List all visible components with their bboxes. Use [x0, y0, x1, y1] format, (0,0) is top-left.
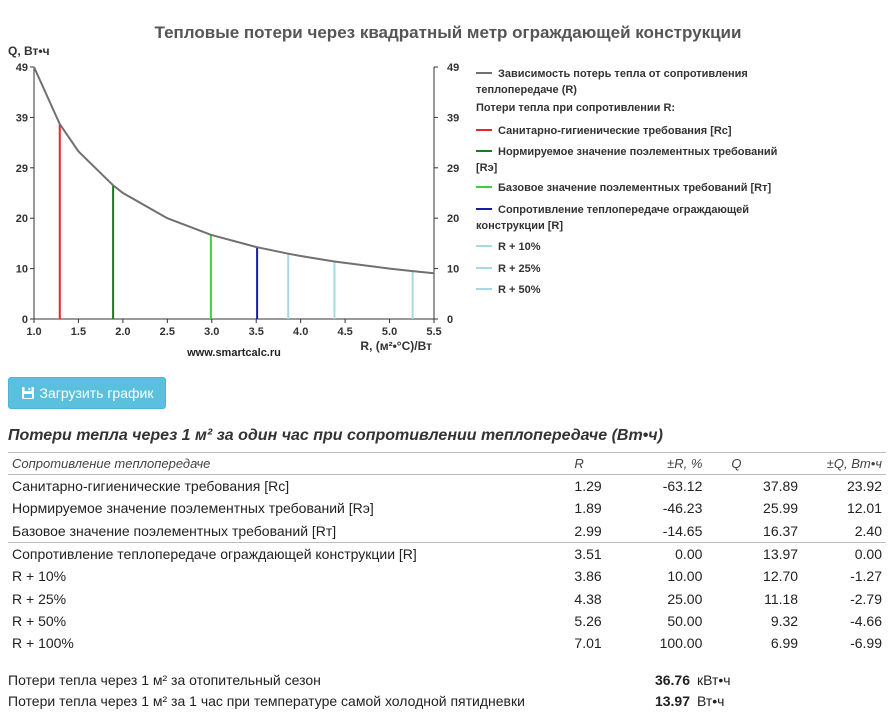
row-name: Санитарно-гигиенические требования [Rc]	[12, 478, 290, 495]
y-tick-label-right: 29	[447, 162, 460, 175]
table-row	[8, 587, 886, 609]
row-dr: -14.65	[662, 522, 703, 539]
row-dq: -4.66	[850, 612, 882, 629]
heat-loss-curve	[34, 67, 434, 273]
row-dq: 0.00	[802, 542, 886, 565]
y-tick-label-left: 39	[15, 112, 28, 125]
table-row	[8, 542, 886, 565]
row-name: R + 10%	[12, 568, 67, 585]
table-header-row	[8, 453, 886, 475]
chart-marker-lines	[60, 124, 413, 319]
chart-legend[interactable]	[476, 68, 777, 296]
download-chart-button[interactable]	[8, 377, 166, 409]
row-q: 25.99	[763, 500, 799, 517]
row-dr: 50.00	[667, 612, 703, 629]
summary-season-value: 36.76	[654, 672, 690, 688]
row-name: Базовое значение поэлементных требований [Rт]	[12, 522, 337, 539]
chart-title: Тепловые потери через квадратный метр ограждающей конструкции	[154, 23, 742, 42]
row-name: Нормируемое значение поэлементных требований [Rэ]	[12, 500, 374, 517]
legend-label-m2: Базовое значение поэлементных требований [Rт]	[498, 182, 772, 194]
legend-label-m3: Сопротивление теплопередаче ограждающей	[498, 204, 750, 216]
row-r: 4.38	[574, 590, 602, 607]
x-tick-label: 3.0	[204, 326, 220, 338]
table-row	[8, 520, 886, 543]
header-dq: ±Q, Вт•ч	[802, 453, 886, 475]
row-dq: -1.27	[850, 568, 882, 585]
header-dr: ±R, %	[617, 453, 706, 475]
table-caption: Потери тепла через 1 м² за один час при сопротивлении теплопередаче (Вт•ч)	[8, 427, 663, 444]
row-dr: 100.00	[659, 635, 703, 652]
y-tick-label-right: 49	[447, 62, 460, 74]
legend-label-m0: Санитарно-гигиенические требования [Rc]	[498, 125, 732, 137]
legend-subtitle: Потери тепла при сопротивлении R:	[476, 102, 676, 114]
summary-cold-unit: Вт•ч	[697, 693, 725, 709]
row-dr: 25.00	[667, 590, 703, 607]
row-dq: -6.99	[850, 635, 882, 652]
row-q: 12.70	[763, 568, 799, 585]
legend-label-m3: конструкции [R]	[476, 220, 564, 232]
y-tick-label-right: 10	[447, 263, 460, 276]
legend-label-m1: [Rэ]	[476, 162, 498, 174]
y-tick-label-left: 20	[15, 213, 28, 226]
x-tick-label: 1.0	[26, 326, 42, 338]
row-r: 3.86	[574, 568, 602, 585]
row-dr: 10.00	[667, 568, 703, 585]
header-r: R	[570, 453, 617, 475]
y-tick-label-right: 39	[447, 112, 460, 125]
header-q: Q	[706, 453, 802, 475]
row-dq: 12.01	[846, 500, 882, 517]
row-q: 11.18	[764, 590, 799, 607]
x-tick-label: 5.0	[381, 326, 398, 338]
row-q: 6.99	[770, 635, 799, 652]
chart-axes	[16, 62, 460, 338]
row-r: 3.51	[570, 542, 617, 565]
header-name: Сопротивление теплопередаче	[8, 453, 570, 475]
download-chart-label: Загрузить график	[39, 385, 154, 401]
row-r: 5.26	[574, 612, 602, 629]
table-row	[8, 632, 886, 654]
row-q: 16.37	[763, 522, 799, 539]
x-tick-label: 4.5	[337, 326, 353, 338]
legend-label-curve: Зависимость потерь тепла от сопротивления	[498, 68, 748, 80]
table-row	[8, 610, 886, 632]
row-dq: 23.92	[846, 478, 882, 495]
row-dr: -46.23	[662, 500, 703, 517]
y-tick-label-left: 49	[15, 62, 28, 74]
y-tick-label-left: 10	[15, 263, 28, 276]
results-table	[8, 452, 886, 654]
summary-cold-value: 13.97	[654, 693, 690, 709]
x-axis-title: R, (м²•°C)/Вт	[360, 339, 432, 353]
legend-label-m6: R + 50%	[498, 284, 541, 296]
row-name: R + 100%	[12, 635, 74, 652]
legend-label-m4: R + 10%	[498, 241, 541, 253]
row-dr: 0.00	[617, 542, 706, 565]
row-r: 1.29	[574, 478, 602, 495]
row-dr: -63.12	[662, 478, 703, 495]
table-row	[8, 565, 886, 587]
row-dq: 2.40	[854, 522, 882, 539]
x-tick-label: 3.5	[248, 326, 264, 338]
row-r: 2.99	[574, 522, 602, 539]
y-tick-label-right: 0	[447, 314, 454, 326]
summary-cold-label: Потери тепла через 1 м² за 1 час при температуре самой холодной пятидневки	[8, 693, 525, 709]
table-row	[8, 475, 886, 498]
table-row	[8, 497, 886, 519]
row-name: R + 50%	[12, 612, 67, 629]
summary-season-label: Потери тепла через 1 м² за отопительный сезон	[8, 672, 321, 688]
legend-label-m1: Нормируемое значение поэлементных требований	[498, 146, 778, 158]
y-tick-label-right: 20	[447, 213, 460, 226]
row-name: Сопротивление теплопередаче ограждающей конструкции [R]	[8, 542, 570, 565]
y-tick-label-left: 29	[15, 162, 28, 175]
row-dq: -2.79	[850, 590, 882, 607]
chart-curve-group	[34, 67, 434, 273]
row-r: 7.01	[574, 635, 602, 652]
x-tick-label: 1.5	[70, 326, 87, 338]
y-axis-title: Q, Вт•ч	[8, 44, 50, 58]
row-name: R + 25%	[12, 590, 67, 607]
x-tick-label: 4.0	[293, 326, 309, 338]
row-q: 37.89	[763, 478, 799, 495]
credit-text: www.smartcalc.ru	[187, 347, 281, 359]
x-tick-label: 2.0	[115, 326, 131, 338]
legend-label-m5: R + 25%	[498, 263, 541, 275]
legend-label-curve: теплопередаче (R)	[476, 84, 577, 96]
row-r: 1.89	[574, 500, 602, 517]
row-q: 9.32	[770, 612, 799, 629]
x-tick-label: 2.5	[159, 326, 175, 338]
row-q: 13.97	[706, 542, 802, 565]
y-tick-label-left: 0	[21, 314, 28, 326]
x-tick-label: 5.5	[426, 326, 442, 338]
summary-season-unit: кВт•ч	[697, 672, 731, 688]
download-chart-icon	[21, 386, 35, 400]
